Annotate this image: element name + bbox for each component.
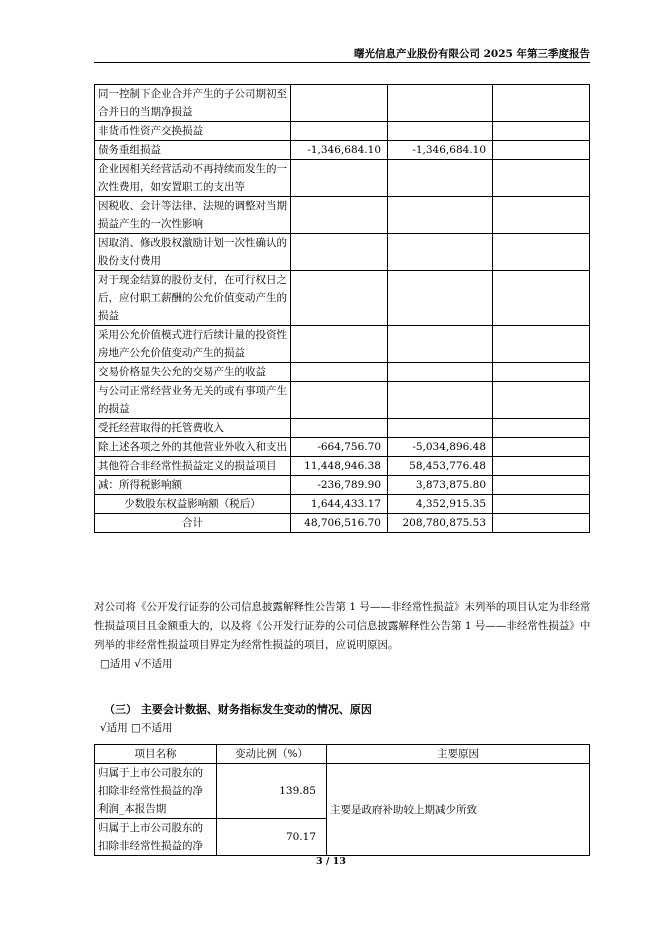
row-value-current xyxy=(291,419,388,438)
row-value-ytd: -1,346,684.10 xyxy=(388,141,493,160)
section-applicability-option: √适用 □不适用 xyxy=(100,722,173,734)
row-note xyxy=(493,141,590,160)
row-value-current xyxy=(291,197,388,234)
item-name: 归属于上市公司股东的扣除非经常性损益的净 xyxy=(95,819,217,856)
row-label: 交易价格显失公允的交易产生的收益 xyxy=(95,363,291,382)
row-note xyxy=(493,122,590,141)
row-note xyxy=(493,495,590,514)
row-value-current xyxy=(291,160,388,197)
row-label: 非货币性资产交换损益 xyxy=(95,122,291,141)
header-rule xyxy=(94,62,590,63)
row-value-current xyxy=(291,326,388,363)
row-value-ytd xyxy=(388,326,493,363)
item-name: 归属于上市公司股东的扣除非经常性损益的净利润_本报告期 xyxy=(95,764,217,819)
row-value-current xyxy=(291,122,388,141)
table-row xyxy=(95,141,590,160)
table-row xyxy=(95,122,590,141)
row-value-ytd xyxy=(388,382,493,419)
row-note xyxy=(493,419,590,438)
table-row-minority xyxy=(95,495,590,514)
row-note xyxy=(493,363,590,382)
table-row xyxy=(95,438,590,457)
change-ratio: 139.85 xyxy=(217,764,327,819)
row-note xyxy=(493,160,590,197)
non-recurring-items-table xyxy=(94,84,590,533)
row-value-ytd xyxy=(388,419,493,438)
row-label: 合计 xyxy=(95,514,291,533)
change-ratio: 70.17 xyxy=(217,819,327,856)
table-row xyxy=(95,419,590,438)
table-header-row xyxy=(95,745,590,764)
table-row xyxy=(95,234,590,271)
row-value-current: 48,706,516.70 xyxy=(291,514,388,533)
applicability-option: □适用 √不适用 xyxy=(100,658,173,670)
row-note xyxy=(493,326,590,363)
row-note xyxy=(493,85,590,122)
row-value-current: -236,789.90 xyxy=(291,476,388,495)
table-row xyxy=(95,764,590,819)
row-label: 减：所得税影响额 xyxy=(95,476,291,495)
table-row xyxy=(95,271,590,326)
main-reason: 主要是政府补助较上期减少所致 xyxy=(327,764,590,856)
table-row xyxy=(95,363,590,382)
row-label: 同一控制下企业合并产生的子公司期初至合并日的当期净损益 xyxy=(95,85,291,122)
row-value-ytd: 4,352,915.35 xyxy=(388,495,493,514)
table-row xyxy=(95,197,590,234)
row-value-current: 1,644,433.17 xyxy=(291,495,388,514)
table-row-total xyxy=(95,514,590,533)
header-change-ratio: 变动比例（%） xyxy=(217,745,327,764)
row-label: 债务重组损益 xyxy=(95,141,291,160)
explanation-paragraph: 对公司将《公开发行证券的公司信息披露解释性公告第 1 号——非经常性损益》未列举的项目认定为非经常性损益项目且金额重大的，以及将《公开发行证券的公司信息披露解释性公告第 1 号——非经常性损益》中列举的非经常性损益项目界定为经常性损益的项目，应说明原因。 xyxy=(94,601,591,651)
page-number: 3 / 13 xyxy=(316,856,346,867)
row-note xyxy=(493,457,590,476)
table-row xyxy=(95,457,590,476)
row-value-ytd xyxy=(388,234,493,271)
row-label: 少数股东权益影响额（税后） xyxy=(95,495,291,514)
row-value-current xyxy=(291,85,388,122)
row-value-current xyxy=(291,234,388,271)
table-row xyxy=(95,85,590,122)
row-note xyxy=(493,476,590,495)
row-value-ytd xyxy=(388,197,493,234)
row-note xyxy=(493,514,590,533)
table-row-tax xyxy=(95,476,590,495)
row-note xyxy=(493,438,590,457)
row-value-ytd xyxy=(388,271,493,326)
row-note xyxy=(493,234,590,271)
row-value-ytd: -5,034,896.48 xyxy=(388,438,493,457)
row-label: 因取消、修改股权激励计划一次性确认的股份支付费用 xyxy=(95,234,291,271)
row-value-current xyxy=(291,271,388,326)
row-value-ytd: 3,873,875.80 xyxy=(388,476,493,495)
page-header: 曙光信息产业股份有限公司 2025 年第三季度报告 xyxy=(353,48,590,60)
row-label: 除上述各项之外的其他营业外收入和支出 xyxy=(95,438,291,457)
row-note xyxy=(493,197,590,234)
row-label: 采用公允价值模式进行后续计量的投资性房地产公允价值变动产生的损益 xyxy=(95,326,291,363)
table-row xyxy=(95,326,590,363)
row-value-current: -1,346,684.10 xyxy=(291,141,388,160)
table-row xyxy=(95,160,590,197)
row-value-ytd xyxy=(388,363,493,382)
section-title: （三） 主要会计数据、财务指标发生变动的情况、原因 xyxy=(104,703,372,716)
row-value-ytd: 58,453,776.48 xyxy=(388,457,493,476)
change-reasons-table xyxy=(94,744,590,856)
row-value-ytd xyxy=(388,160,493,197)
table-row xyxy=(95,382,590,419)
header-main-reason: 主要原因 xyxy=(327,745,590,764)
row-value-current xyxy=(291,363,388,382)
row-label: 对于现金结算的股份支付，在可行权日之后，应付职工薪酬的公允价值变动产生的损益 xyxy=(95,271,291,326)
row-value-current: -664,756.70 xyxy=(291,438,388,457)
row-value-current xyxy=(291,382,388,419)
row-value-current: 11,448,946.38 xyxy=(291,457,388,476)
row-label: 受托经营取得的托管费收入 xyxy=(95,419,291,438)
row-value-ytd: 208,780,875.53 xyxy=(388,514,493,533)
row-label: 与公司正常经营业务无关的或有事项产生的损益 xyxy=(95,382,291,419)
row-label: 企业因相关经营活动不再持续而发生的一次性费用，如安置职工的支出等 xyxy=(95,160,291,197)
row-label: 因税收、会计等法律、法规的调整对当期损益产生的一次性影响 xyxy=(95,197,291,234)
row-value-ytd xyxy=(388,85,493,122)
header-item-name: 项目名称 xyxy=(95,745,217,764)
row-note xyxy=(493,382,590,419)
row-note xyxy=(493,271,590,326)
row-value-ytd xyxy=(388,122,493,141)
row-label: 其他符合非经常性损益定义的损益项目 xyxy=(95,457,291,476)
